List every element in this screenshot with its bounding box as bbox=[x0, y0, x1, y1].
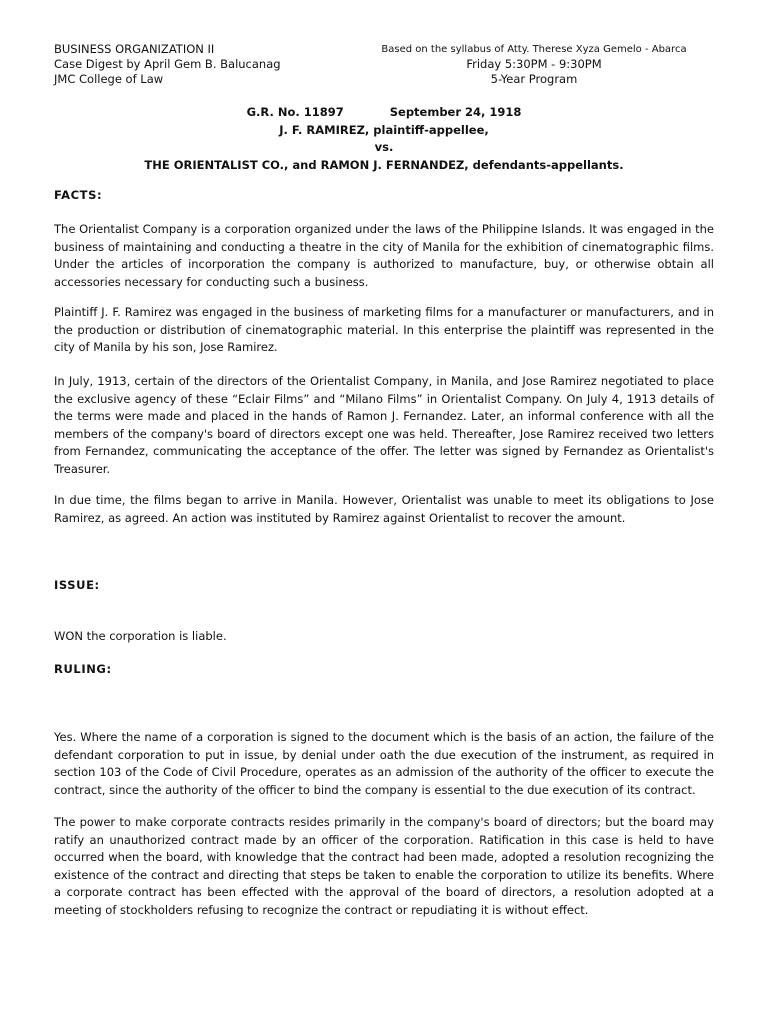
program-name: 5-Year Program bbox=[490, 72, 578, 86]
versus-line: vs. bbox=[374, 140, 394, 154]
issue-text: WON the corporation is liable. bbox=[54, 629, 227, 643]
ruling-heading-block bbox=[54, 662, 714, 676]
case-caption bbox=[54, 104, 714, 174]
facts-paragraph-1-block bbox=[54, 221, 714, 291]
facts-paragraph-4-block bbox=[54, 492, 714, 527]
syllabus-note: Based on the syllabus of Atty. Therese Xyza Gemelo - Abarca bbox=[381, 44, 687, 55]
ruling-paragraph: Yes. Where the name of a corporation is signed to the document which is the basis of an action, the failure of the defendant corporation to put in issue, by denial under oath the due execution of the instrument, as required in section 103 of the Code of Civil Procedure, operates as an admission of the authority of the officer to execute the contract, since the authority of the officer to bind the company is essential to the due execution of its contract. bbox=[54, 730, 714, 797]
ruling-heading: RULING: bbox=[54, 662, 112, 676]
defendants-line: THE ORIENTALIST CO., and RAMON J. FERNANDEZ, defendants-appellants. bbox=[144, 157, 624, 172]
ruling-paragraph: The power to make corporate contracts resides primarily in the company's board of directors; but the board may ratify an unauthorized contract made by an officer of the corporation. Ratification in this case is held to have occurred when the board, with knowledge that the contract had been made, adopted a resolution recognizing the existence of the contract and directing that steps be taken to enable the corporation to utilize its benefits. Where a corporate contract has been effected with the approval of the board of directors, a resolution adopted at a meeting of stockholders refusing to recognize the contract or repudiating it is without effect. bbox=[54, 815, 714, 917]
facts-paragraph: In due time, the films began to arrive in Manila. However, Orientalist was unable to meet its obligations to Jose Ramirez, as agreed. An action was instituted by Ramirez against Orientalist to recover the amount. bbox=[54, 493, 714, 525]
ruling-paragraph-1-block bbox=[54, 729, 714, 799]
facts-paragraph: The Orientalist Company is a corporation organized under the laws of the Philippine Islands. It was engaged in the business of maintaining and conducting a theatre in the city of Manila for the exhibition of cinematographic films. Under the articles of incorporation the company is authorized to manufacture, buy, or otherwise obtain all accessories necessary for conducting such a business. bbox=[54, 222, 714, 289]
school-name: JMC College of Law bbox=[54, 72, 164, 86]
issue-heading: ISSUE: bbox=[54, 578, 100, 592]
header-left-block bbox=[54, 42, 281, 87]
facts-heading: FACTS: bbox=[54, 188, 103, 202]
facts-paragraph-2-block bbox=[54, 304, 714, 357]
class-schedule: Friday 5:30PM - 9:30PM bbox=[466, 57, 602, 71]
facts-paragraph: In July, 1913, certain of the directors of the Orientalist Company, in Manila, and Jose Ramirez negotiated to place the exclusive agency of these “Eclair Films” and “Milano Films” in Orientalist Company. On July 4, 1913 details of the terms were made and placed in the hands of Ramon J. Fernandez. Later, an informal conference with all the members of the company's board of directors except one was held. Thereafter, Jose Ramirez received two letters from Fernandez, communicating the acceptance of the offer. The letter was signed by Fernandez as Orientalist's Treasurer. bbox=[54, 374, 714, 476]
gr-number: G.R. No. 11897 bbox=[246, 105, 344, 119]
digest-author: Case Digest by April Gem B. Balucanag bbox=[54, 57, 281, 71]
header-right-block bbox=[354, 42, 714, 87]
plaintiff-line: J. F. RAMIREZ, plaintiff-appellee, bbox=[279, 122, 489, 137]
case-number-line bbox=[54, 104, 714, 122]
ruling-paragraph-2-block bbox=[54, 814, 714, 919]
decision-date: September 24, 1918 bbox=[389, 105, 522, 119]
issue-heading-block bbox=[54, 578, 714, 592]
facts-paragraph-3-block bbox=[54, 373, 714, 478]
facts-heading-block bbox=[54, 188, 714, 202]
issue-text-block bbox=[54, 628, 714, 646]
course-name: BUSINESS ORGANIZATION II bbox=[54, 42, 215, 56]
facts-paragraph: Plaintiff J. F. Ramirez was engaged in the business of marketing films for a manufacturer or manufacturers, and in the production or distribution of cinematographic material. In this enterprise the plaintiff was represented in the city of Manila by his son, Jose Ramirez. bbox=[54, 305, 714, 354]
